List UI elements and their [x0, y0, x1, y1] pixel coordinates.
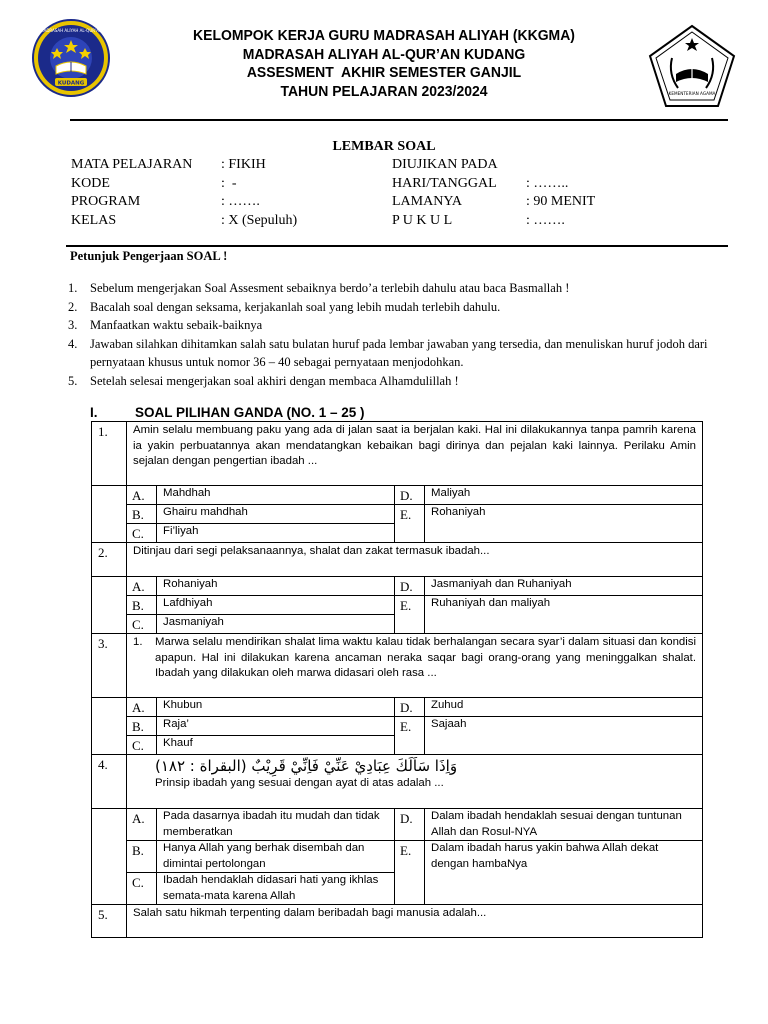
day-date-label: HARI/TANGGAL	[392, 175, 497, 191]
section-number: I.	[90, 405, 98, 420]
class-label: KELAS	[71, 212, 117, 228]
option-label: E.	[395, 841, 425, 905]
instruction-item: 2. Bacalah soal dengan seksama, kerjakanlah soal yang lebih mudah terlebih dahulu.	[68, 299, 501, 314]
duration-label: LAMANYA	[392, 194, 462, 209]
logo-banner-text: KUDANG	[57, 80, 85, 87]
question-number: 3.	[92, 634, 127, 698]
option-label: C.	[127, 873, 157, 905]
option-label: B.	[127, 505, 157, 524]
program-label: PROGRAM	[71, 194, 141, 209]
question-text: Ditinjau dari segi pelaksanaannya, shalat dan zakat termasuk ibadah...	[127, 543, 703, 577]
option-c: Fi’liyah	[157, 524, 395, 543]
option-e: Rohaniyah	[425, 505, 703, 543]
info-divider	[66, 245, 728, 247]
option-c: Khauf	[157, 736, 395, 755]
question-row	[92, 905, 703, 938]
exam-date-label: DIUJIKAN PADA	[392, 157, 498, 172]
instructions-list	[68, 279, 708, 390]
instruction-item: 1. Sebelum mengerjakan Soal Assesment sebaiknya berdo’a terlebih dahulu atau baca Basmallah !	[68, 281, 570, 295]
sheet-title: LEMBAR SOAL	[332, 139, 436, 154]
header-line-2: MADRASAH ALIYAH AL-QUR’AN KUDANG	[242, 45, 526, 63]
question-row	[92, 634, 703, 698]
option-b: Lafdhiyah	[157, 596, 395, 615]
option-label: A.	[127, 698, 157, 717]
question-body: Prinsip ibadah yang sesuai dengan ayat di atas adalah ...	[155, 777, 444, 789]
option-label: A.	[127, 577, 157, 596]
code-value: : -	[221, 175, 237, 191]
option-label: E.	[395, 596, 425, 634]
logo-right-text: KEMENTERIAN AGAMA	[668, 91, 716, 96]
option-a: Pada dasarnya ibadah itu mudah dan tidak memberatkan	[157, 809, 395, 841]
arabic-verse: وَاِذَا سَاَلَكَ عِبَادِيْ عَنِّيْ فَاِنِّيْ قَرِيْبٌ (البقراة : ١٨٢)	[155, 757, 458, 775]
question-number: 4.	[92, 755, 127, 809]
option-label: E.	[395, 505, 425, 543]
option-label: E.	[395, 717, 425, 755]
option-label: D.	[395, 577, 425, 596]
header-line-4: TAHUN PELAJARAN 2023/2024	[280, 82, 488, 100]
question-text	[127, 634, 703, 698]
option-label: B.	[127, 841, 157, 873]
option-label: C.	[127, 615, 157, 634]
option-label: A.	[127, 486, 157, 505]
institution-header	[150, 27, 617, 101]
option-b: Raja’	[157, 717, 395, 736]
option-b: Ghairu mahdhah	[157, 505, 395, 524]
exam-info-right	[392, 156, 498, 230]
option-label: D.	[395, 486, 425, 505]
exam-info-right-values	[526, 156, 595, 230]
option-d: Zuhud	[425, 698, 703, 717]
question-row	[92, 543, 703, 577]
section-title: SOAL PILIHAN GANDA (NO. 1 – 25 )	[135, 405, 365, 420]
exam-info-left	[71, 156, 192, 230]
section-heading	[90, 405, 365, 420]
question-text: Salah satu hikmah terpenting dalam beribadah bagi manusia adalah...	[127, 905, 703, 938]
time-value: : …….	[526, 212, 565, 228]
class-value: : X (Sepuluh)	[221, 212, 298, 228]
duration-value: : 90 MENIT	[526, 194, 596, 209]
logo-ring-text: MADRASAH ALIYAH AL-QUR'AN	[40, 28, 102, 33]
option-label: B.	[127, 717, 157, 736]
instruction-item: 4. Jawaban silahkan dihitamkan salah satu bulatan huruf pada lembar jawaban yang tersedia, dan menuliskan huruf jodoh dari pernyataan khusus untuk nomor 36 – 40 sebagai pernyataan menjodohkan.	[68, 336, 708, 369]
program-value: : …….	[221, 194, 260, 209]
header-line-1: KELOMPOK KERJA GURU MADRASAH ALIYAH (KKGMA)	[193, 27, 575, 44]
option-d: Maliyah	[425, 486, 703, 505]
option-d: Jasmaniyah dan Ruhaniyah	[425, 577, 703, 596]
question-body: Marwa selalu mendirikan shalat lima waktu kalau tidak berhalangan secara syar’i dalam situasi dan kondisi apapun. Hal ini dilakukan karena ancaman neraka saqar bagi orang-orang yang meninggalkan shalat. Ibadah yang dilakukan oleh marwa didasari oleh rasa ...	[155, 636, 696, 679]
header-divider	[70, 119, 728, 121]
option-a: Khubun	[157, 698, 395, 717]
option-label: D.	[395, 698, 425, 717]
option-e: Dalam ibadah harus yakin bahwa Allah dekat dengan hambaNya	[425, 841, 703, 905]
exam-info-left-values	[221, 156, 297, 230]
option-c: Jasmaniyah	[157, 615, 395, 634]
instruction-item: 3. Manfaatkan waktu sebaik-baiknya	[68, 318, 263, 332]
option-e: Ruhaniyah dan maliyah	[425, 596, 703, 634]
option-e: Sajaah	[425, 717, 703, 755]
question-subnumber: 1.	[133, 636, 143, 648]
code-label: KODE	[71, 175, 110, 191]
option-a: Rohaniyah	[157, 577, 395, 596]
question-row	[92, 755, 703, 809]
question-number: 5.	[92, 905, 127, 938]
question-row	[92, 422, 703, 486]
option-c: Ibadah hendaklah didasari hati yang ikhlas semata-mata karena Allah	[157, 873, 395, 905]
option-label: B.	[127, 596, 157, 615]
option-d: Dalam ibadah hendaklah sesuai dengan tuntunan Allah dan Rosul-NYA	[425, 809, 703, 841]
header-line-3: ASSESMENT AKHIR SEMESTER GANJIL	[246, 64, 522, 82]
question-text: Amin selalu membuang paku yang ada di jalan saat ia berjalan kaki. Hal ini dilakukannya tanpa pamrih karena ia yakin perbuatannya akan mendatangkan kebaikan bagi dirinya dan pejalan kaki lainnya. Perilaku Amin sejalan dengan pengertian ibadah ...	[127, 422, 703, 486]
question-text	[127, 755, 703, 809]
question-number: 1.	[92, 422, 127, 486]
option-label: C.	[127, 524, 157, 543]
option-label: C.	[127, 736, 157, 755]
subject-label: MATA PELAJARAN	[71, 157, 193, 172]
instructions-title: Petunjuk Pengerjaan SOAL !	[70, 249, 228, 263]
day-date-value: : ……..	[526, 175, 569, 191]
option-b: Hanya Allah yang berhak disembah dan dimintai pertolongan	[157, 841, 395, 873]
question-number: 2.	[92, 543, 127, 577]
time-label: P U K U L	[392, 212, 453, 228]
option-label: A.	[127, 809, 157, 841]
question-table	[91, 421, 703, 938]
subject-value: : FIKIH	[221, 157, 266, 172]
kemenag-logo	[648, 24, 736, 108]
option-a: Mahdhah	[157, 486, 395, 505]
instruction-item: 5. Setelah selesai mengerjakan soal akhiri dengan membaca Alhamdulillah !	[68, 373, 459, 388]
option-label: D.	[395, 809, 425, 841]
madrasah-logo	[30, 18, 112, 98]
